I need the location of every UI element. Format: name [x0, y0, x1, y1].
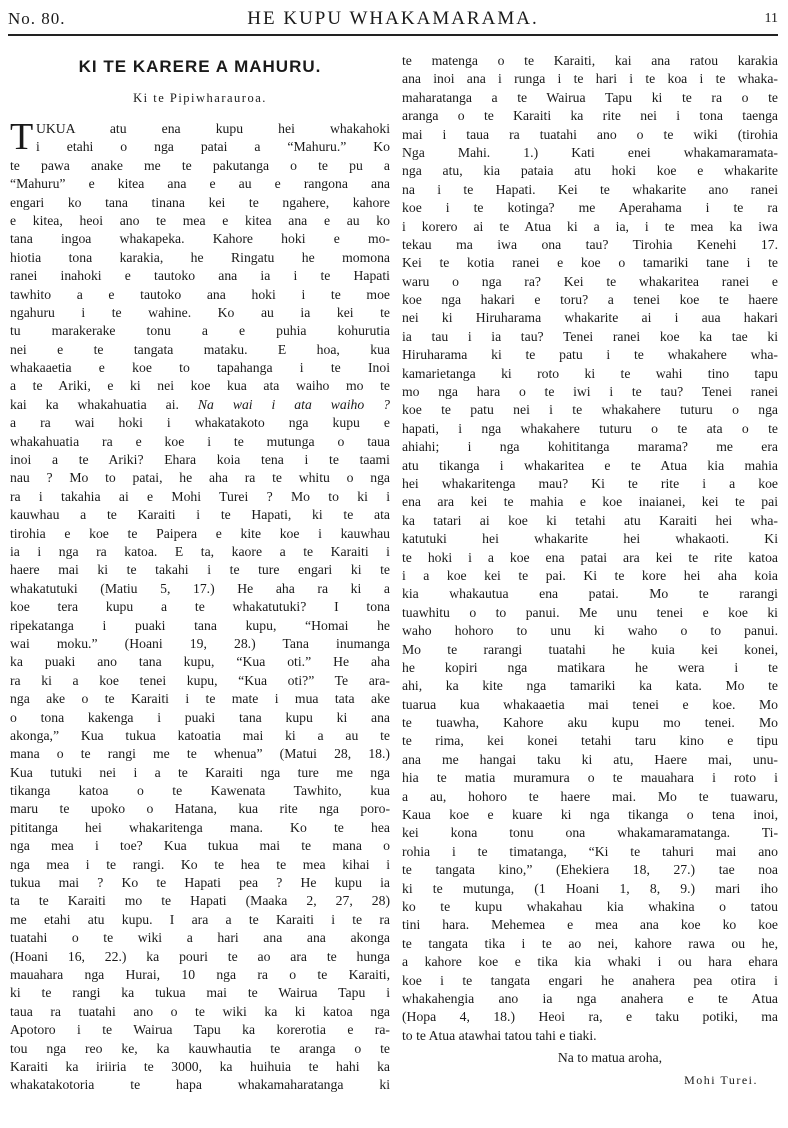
text-line: te hoki i a koe ena patai ara kei te rite katoa: [402, 549, 778, 565]
text-line: te pawa anake me te pakutanga o te pu a: [10, 157, 390, 173]
text-line: a au, hohoro te haere mai. Mo te tuawaru,: [402, 788, 778, 804]
text-line: ana inoi ana i runga i te hari i te koa i te whaka-: [402, 71, 778, 87]
text-line: mai i taua ra tuatahi ano o te wiki (tirohia: [402, 126, 778, 142]
text-line: nga mea i te rangi. Ko te hea te mea kihai i: [10, 856, 390, 872]
text-line: waru o nga ra? Kei te whakaritea ranei e: [402, 273, 778, 289]
right-lines: [402, 52, 778, 1045]
text-line: he kopiri nga matikara he wera i te: [402, 659, 778, 675]
text-line: kai ka whakahuatia ai. Na wai i ata waiho ?: [10, 396, 390, 412]
author-signature: Mohi Turei.: [684, 1073, 758, 1088]
article-subtitle: Ki te Pipiwharauroa.: [133, 91, 267, 105]
drop-cap: T: [10, 116, 34, 158]
text-line: whakaaetia e koe to tapahanga i te Inoi: [10, 360, 390, 376]
text-line: te tuawha, Kahore aku kupu mo tenei. Mo: [402, 715, 778, 731]
text-line: a kahore koe e tika kia whaki i ou hara ehara: [402, 954, 778, 970]
text-line: ia tau i ia tau? Tenei ranei koe ka tae ki: [402, 328, 778, 344]
text-line: ta te Karaiti mo te Hapati (Maaka 2, 27, 28): [10, 893, 390, 909]
text-line: “Mahuru” e kitea ana e au e rangona ana: [10, 176, 390, 192]
text-line: a te Ariki, e ki nei koe kua ata waiho mo te: [10, 378, 390, 394]
text-line: Kei te kotia ranei e koe o tamariki tane i te: [402, 255, 778, 271]
text-line: waho hohoro to unu ki waho o to panui.: [402, 623, 778, 639]
text-line: katutuki hei whakarite hei whakaoti. Ki: [402, 531, 778, 547]
text-line: (Hopa 4, 18.) Heoi ra, e taku potiki, ma: [402, 1009, 778, 1025]
text-line: i korero ai te Atua ki a ia, i te mea ka iwa: [402, 218, 778, 234]
text-line: te tangata kino,” (Ehekiera 18, 27.) tae noa: [402, 862, 778, 878]
text-line: kamarietanga ki roto ki te wahi tino tapu: [402, 365, 778, 381]
text-line: ahiahi; i nga kohititanga marama? me era: [402, 439, 778, 455]
closing-salutation: Na to matua aroha,: [557, 1050, 663, 1066]
text-line: engari ko tana tinana kei te ngahere, kahore: [10, 194, 390, 210]
text-line: inoi a te Ariki? Ehara koia tena i te taami: [10, 452, 390, 468]
text-line: hiotia tona karakia, he Ringatu he momona: [10, 249, 390, 265]
text-line: nei e te tangata mataku. E hoa, kua: [10, 341, 390, 357]
text-line: ranei inahoki e tautoko ana ia i te Hapati: [10, 268, 390, 284]
text-line: na i te Hapati. Kei te whakarite ano ranei: [402, 181, 778, 197]
text-line: o tona kakenga i puaki tana kupu ki ana: [10, 709, 390, 725]
text-line: ka puaki ano tana kupu, “Kua oti.” He aha: [10, 654, 390, 670]
text-line: tawhito a e tautoko ana hoki i te moe: [10, 286, 390, 302]
text-line: kei kona tonu ona whakamaramatanga. Ti-: [402, 825, 778, 841]
text-line: Kua tutuki nei i a te Karaiti nga ture me nga: [10, 764, 390, 780]
text-line: tini hara. Mehemea e mea ana koe ko koe: [402, 917, 778, 933]
text-line: maharatanga a te Wairua Tapu ki te ra o te: [402, 89, 778, 105]
text-line: tuarua kua whakaaetia mai tenei e koe. Mo: [402, 696, 778, 712]
article-body-left: [10, 116, 390, 1095]
text-line: whakahuatia ra e koe i te mutunga o taua: [10, 433, 390, 449]
text-line: tekau ma iwa ona tau? Tirohia Kenehi 17.: [402, 236, 778, 252]
text-line: hapati, i nga whakahere tuturu o te ata o te: [402, 420, 778, 436]
text-line: atu tikanga i whakaritea e te Atua kia mahia: [402, 457, 778, 473]
text-line: whakatutuki (Matiu 5, 17.) He aha ra ki a: [10, 580, 390, 596]
text-line: nei ki Hiruharama whakarite ai i aua hakari: [402, 310, 778, 326]
text-line: to te Atua atawhai tatou tahi e tiaki.: [402, 1027, 597, 1043]
left-lines: [10, 116, 390, 1095]
text-line: tukua mai ? Ko te Hapati pea ? He kupu ia: [10, 875, 390, 891]
text-line: tu marakerake tonu a e puhia kohurutia: [10, 323, 390, 339]
text-line: a ra wai hoki i whakatakoto nga kupu e: [10, 415, 390, 431]
text-line: ki te mutunga, (1 Hoani 1, 8, 9.) mari iho: [402, 880, 778, 896]
text-line: maru te upoko o Hatana, kua rite nga poro-: [10, 801, 390, 817]
text-line: te tangata tika i te ao nei, kahore rawa ou he,: [402, 935, 778, 951]
text-line: taua ra tuatahi ano o te wiki ka ki katoa nga: [10, 1003, 390, 1019]
text-line: te matenga o te Karaiti, kai ana ratou karakia: [402, 53, 778, 68]
text-line: ripekatanga i puaki tana kupu, “Homai he: [10, 617, 390, 633]
text-line: haere mai ki te takahi i te ture engari ki te: [10, 562, 390, 578]
text-line: ana me hangai taku ki atu, Haere mai, unu-: [402, 751, 778, 767]
text-line: (Hoani 16, 22.) ka pouri te ao ara te hunga: [10, 948, 390, 964]
text-line: whakahengia ano ia nga anahera e te Atua: [402, 990, 778, 1006]
text-line: Karaiti ka iriiria te 3000, ka huihuia te hahi ka: [10, 1058, 390, 1074]
left-column: [10, 52, 390, 1095]
text-line: mo nga hara o te iwi i te tau? Tenei ranei: [402, 384, 778, 400]
page-header: [8, 6, 778, 36]
text-line: koe te patu nei i te whakahere tuturu o nga: [402, 402, 778, 418]
text-line: koe tera kupu a te whakatutuki? I tona: [10, 599, 390, 615]
text-line: koe i te kotinga? me Aperahama i te ra: [402, 200, 778, 216]
text-line: e kitea, heoi ano te mea e kitea ana e au ko: [10, 212, 390, 228]
text-line: tirohia e koe te Paipera e kite koe i kauwhau: [10, 525, 390, 541]
article-title: KI TE KARERE A MAHURU.: [78, 57, 322, 76]
text-line: kauwhau a te Karaiti i te Hapati, ki te ata: [10, 507, 390, 523]
text-line: koe nga hakari e toru? a tenei koe te haere: [402, 292, 778, 308]
text-line: mana o te rangi me te whenua” (Matui 28, 18.): [10, 746, 390, 762]
text-line: ra i takahia ai e Mohi Turei ? Mo to ki i: [10, 488, 390, 504]
issue-number: No. 80.: [8, 9, 66, 28]
text-line: wai moku.” (Hoani 19, 28.) Tana inumanga: [10, 635, 390, 651]
text-line: tikanga katoa o te Kawenata Tawhito, kua: [10, 783, 390, 799]
text-line: nga mea i toe? Kua tukua mai te mana o: [10, 838, 390, 854]
text-line: akonga,” Kua tukua katoatia mai ki a au te: [10, 727, 390, 743]
text-line: hia te matia muramura o te mauahara i roto i: [402, 770, 778, 786]
text-line: i a koe kei te pai. Ki te kore hei aha koia: [402, 567, 778, 583]
text-line: ngahuru i te wahine. Ko au ia kei te: [10, 304, 390, 320]
text-line: ki te rangi ka tukua mai te Wairua Tapu i: [10, 985, 390, 1001]
text-line: Hiruharama ki te patu i te whakahere wha-: [402, 347, 778, 363]
right-column: [402, 52, 778, 1091]
text-line: tuatahi o te wiki a hari ana ana akonga: [10, 930, 390, 946]
text-line: Nga Mahi. 1.) Kati enei whakamaramata-: [402, 144, 778, 160]
text-line: Apotoro i te Wairua Tapu ka korerotia e ra-: [10, 1022, 390, 1038]
text-line: whakatakotoria te hapa whakamaharatanga ki: [10, 1077, 390, 1093]
text-line: rohia i te timatanga, “Ki te tahuri mai ano: [402, 843, 778, 859]
text-line: koe i te tangata engari he anahera pea otira i: [402, 972, 778, 988]
text-line: nau ? Mo to patai, he aha ra te whitu o nga: [10, 470, 390, 486]
italic-fragment: Na wai i ata waiho ?: [197, 396, 390, 412]
text-line: Kaua koe e kuare ki nga tikanga o tena inoi,: [402, 807, 778, 823]
text-line: kia whakautua ena patai. Mo te rarangi: [402, 586, 778, 602]
text-line: UKUA atu ena kupu hei whakahoki: [36, 121, 390, 136]
text-line: ko te kupu whakahau kia whakina o tatou: [402, 898, 778, 914]
text-line: aranga o te Karaiti ka rite nei i tona taenga: [402, 108, 778, 124]
text-line: Mo te rarangi tuatahi he kuia kei konei,: [402, 641, 778, 657]
text-line: i etahi o nga patai a “Mahuru.” Ko: [36, 139, 390, 155]
publication-title: HE KUPU WHAKAMARAMA.: [247, 8, 539, 29]
text-line: tuawhitu o to panui. Me unu tenei e koe ki: [402, 604, 778, 620]
text-line: hei whakaritenga mau? Ki te rite i a koe: [402, 475, 778, 491]
text-line: pititanga hei whakaritenga mana. Ko te hea: [10, 819, 390, 835]
page-number: 11: [764, 11, 778, 26]
text-line: ka tatari ai koe ki tetahi atu Karaiti hei wha-: [402, 512, 778, 528]
text-line: ena ara kei te mahia e koe inaianei, kei te pai: [402, 494, 778, 510]
text-line: te rima, kei konei tetahi taru kino e tipu: [402, 733, 778, 749]
text-line: me etahi atu kupu. I ara a te Karaiti i te ra: [10, 911, 390, 927]
text-line: ia i nga ra katoa. E ta, kaore a te Karaiti i: [10, 543, 390, 559]
text-line: ahi, ka kite nga tamariki ka kata. Mo te: [402, 678, 778, 694]
text-line: mauahara nga Hurai, 10 nga ra o te Karaiti,: [10, 966, 390, 982]
text-line: nga ake o te Karaiti i te mate i mua tata ake: [10, 691, 390, 707]
text-line: tana ingoa whakapeka. Kahore hoki e mo-: [10, 231, 390, 247]
text-line: nga atu, kia pataia atu hoki koe e whakarite: [402, 163, 778, 179]
text-line: ra ki a koe tenei kupu, “Kua oti?” Te ara-: [10, 672, 390, 688]
text-line: tou nga reo ke, ka kauwhautia te aranga o te: [10, 1040, 390, 1056]
